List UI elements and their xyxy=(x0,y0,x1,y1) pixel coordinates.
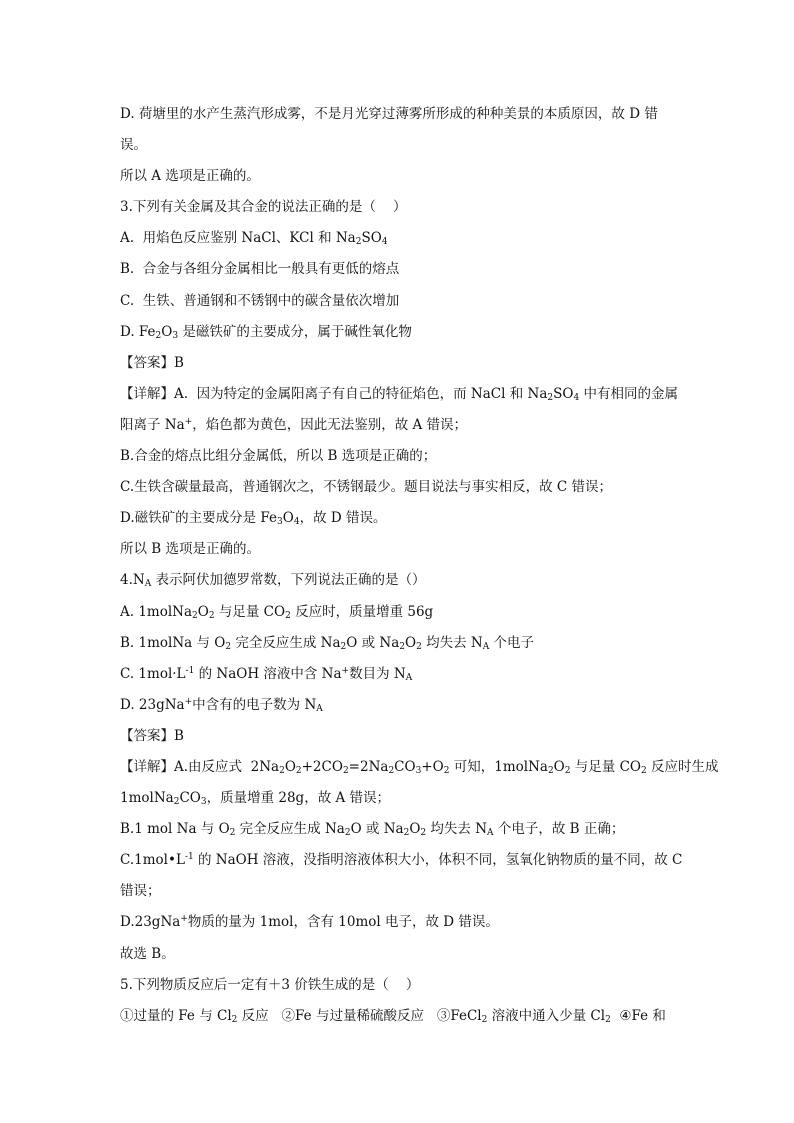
explanation-line: 错误； xyxy=(120,883,161,900)
question-4-title: $4.N_A$ 表示阿伏加德罗常数，下列说法正确的是（） xyxy=(120,572,426,590)
option-b: B. 合金与各组分金属相比一般具有更低的熔点 xyxy=(120,261,400,278)
question-5-title: 5.下列物质反应后一定有＋3 价铁生成的是（ ） xyxy=(120,976,420,993)
text-line: D. 荷塘里的水产生蒸汽形成雾，不是月光穿过薄雾所形成的种种美景的本质原因，故 D 错 xyxy=(120,106,658,122)
explanation-line: 阳离子 Na+，焰色都为黄色，因此无法鉴别，故 A 错误； xyxy=(120,416,468,433)
text-line: 所以 A 选项是正确的。 xyxy=(120,168,260,185)
explanation-line: C.生铁含碳量最高，普通钢次之，不锈钢最少。题目说法与事实相反，故 C 错误； xyxy=(120,479,613,496)
option-d: D. $Fe_2O_3$ 是磁铁矿的主要成分，属于碱性氧化物 xyxy=(120,323,412,341)
document-body xyxy=(120,99,719,1032)
explanation-line: B.合金的熔点比组分金属低，所以 B 选项是正确的； xyxy=(120,448,437,465)
text-line: 所以 B 选项是正确的。 xyxy=(120,541,261,558)
option-c: C. 生铁、普通钢和不锈钢中的碳含量依次增加 xyxy=(120,292,400,309)
explanation-line: B.1 mol Na 与 $O_2$ 完全反应生成 $Na_2O$ 或 $Na_2O_2$ 均失去 $N_A$ 个电子，故 B 正确； xyxy=(120,821,625,839)
question-5-items: ①过量的 Fe 与 $Cl_2$ 反应 ②Fe 与过量稀硫酸反应 ③FeCl$_2$ 溶液中通入少量 $Cl_2$ ④Fe 和 xyxy=(120,1007,666,1025)
explanation-line: $1molNa_2CO_3$，质量增重 28g，故 A 错误； xyxy=(120,790,391,808)
explanation-line: 【详解】A. 因为特定的金属阳离子有自己的特征焰色，而 NaCl 和 $Na_2SO_4$ 中有相同的金属 xyxy=(120,385,678,403)
explanation-line: D.23gNa+物质的量为 1mol，含有 10mol 电子，故 D 错误。 xyxy=(120,914,499,931)
option-b: B. 1molNa 与 $O_2$ 完全反应生成 $Na_2O$ 或 $Na_2O_2$ 均失去 $N_A$ 个电子 xyxy=(120,634,535,652)
option-d: D. 23gNa+中含有的电子数为 $N_A$ xyxy=(120,696,323,714)
explanation-line: 【详解】A.由反应式 $2Na_2O_2+2CO_2=2Na_2CO_3+O_2$ 可知，$1molNa_2O_2$ 与足量 $CO_2$ 反应时生成 xyxy=(120,758,719,776)
option-a: A. $1molNa_2O_2$ 与足量 $CO_2$ 反应时，质量增重 56g xyxy=(120,603,434,621)
option-c: C. $1mol\cdot L^{-1}$ 的 NaOH 溶液中含 Na+数目为 $N_A$ xyxy=(120,665,413,683)
text-line: 故选 B。 xyxy=(120,945,175,962)
answer-line: 【答案】B xyxy=(120,727,184,744)
option-a: A. 用焰色反应鉴别 NaCl、KCl 和 $Na_2SO_4$ xyxy=(120,230,388,248)
text-line: 误。 xyxy=(120,137,147,154)
question-3-title: 3.下列有关金属及其合金的说法正确的是（ ） xyxy=(120,199,407,216)
explanation-line: D.磁铁矿的主要成分是 $Fe_3O_4$，故 D 错误。 xyxy=(120,510,387,528)
answer-line: 【答案】B xyxy=(120,354,184,371)
explanation-line: $C.1mol•L^{-1}$ 的 NaOH 溶液，没指明溶液体积大小，体积不同，氢氧化钠物质的量不同，故 C xyxy=(120,852,683,869)
